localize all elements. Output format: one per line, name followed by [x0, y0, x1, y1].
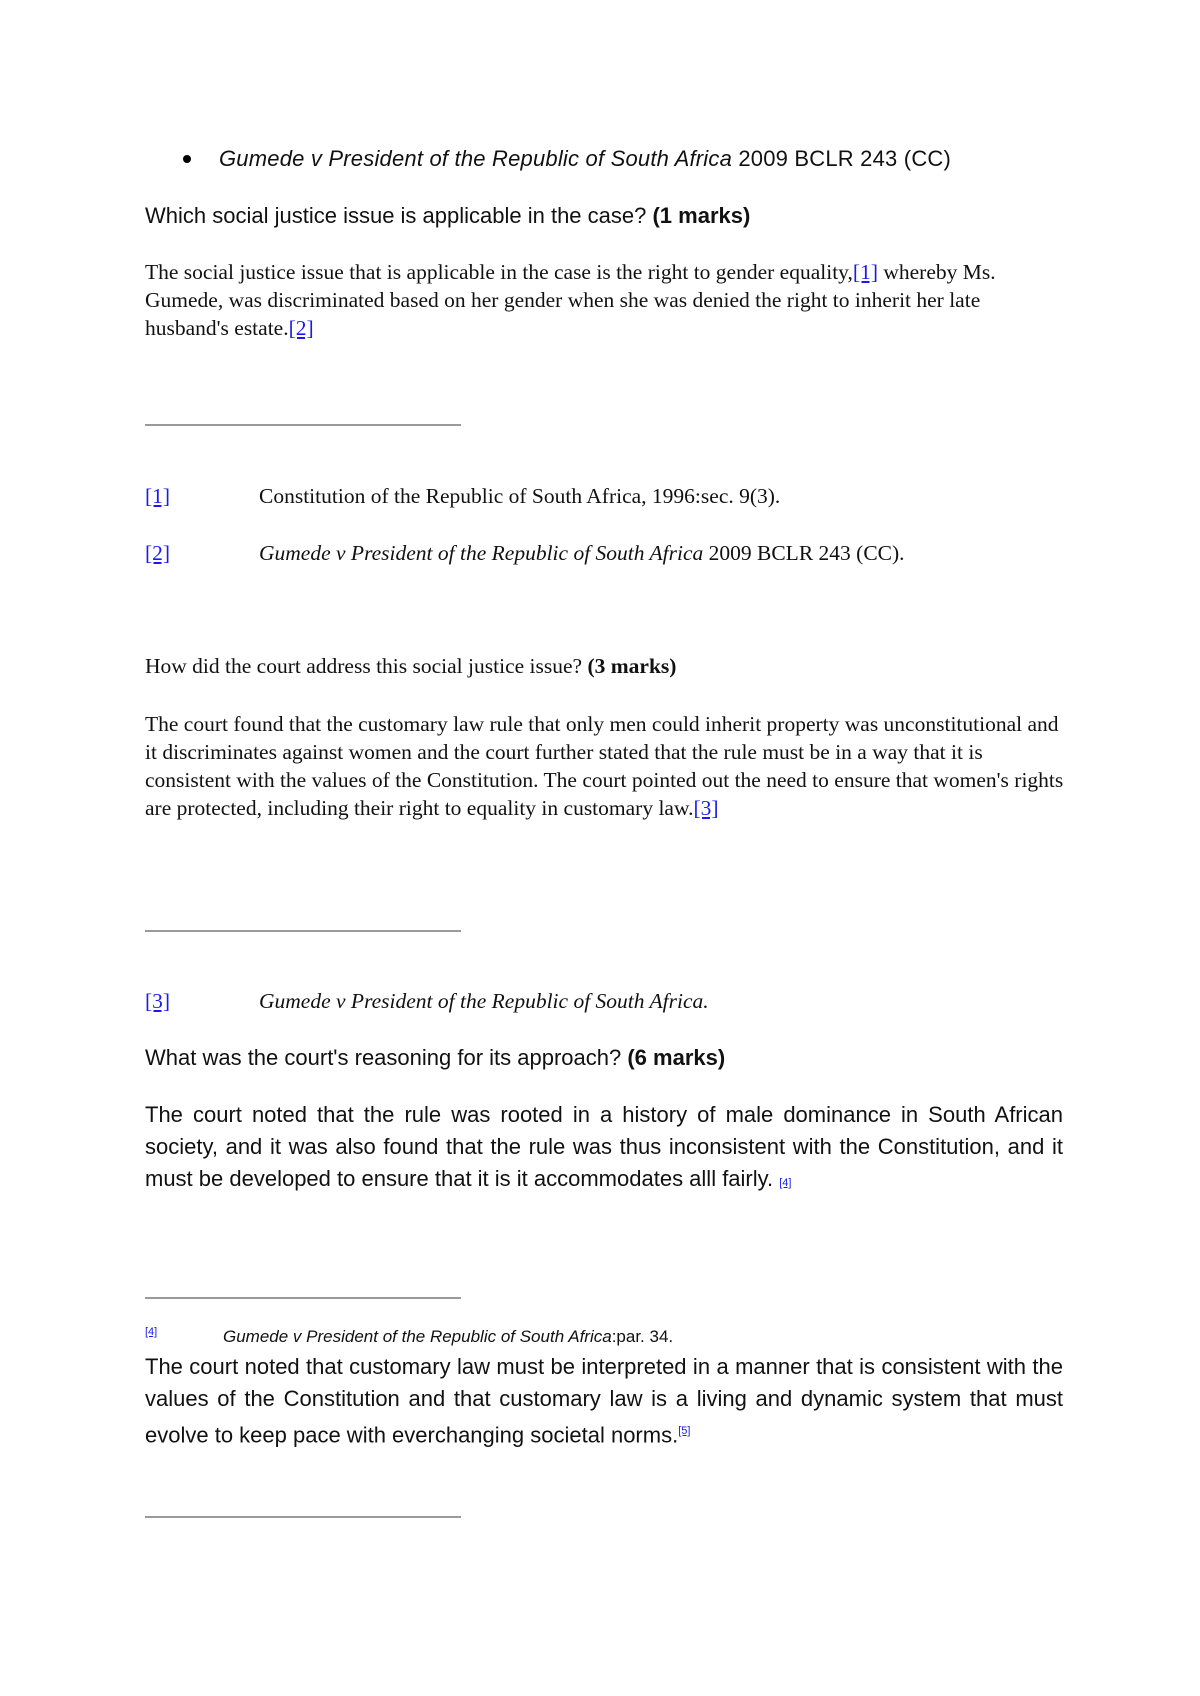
- footnote-ref-2[interactable]: [2]: [288, 316, 314, 340]
- case-citation: 2009 BCLR 243 (CC): [732, 146, 952, 171]
- footnote-ref-5[interactable]: [5]: [678, 1425, 691, 1437]
- footnote-4-number[interactable]: [4]: [145, 1326, 158, 1338]
- footnote-separator-4: [145, 1516, 461, 1518]
- footnote-2-number[interactable]: [2]: [145, 541, 171, 565]
- answer-2: [145, 710, 1065, 822]
- question-2: [145, 654, 676, 679]
- answer-3: [145, 1099, 1063, 1199]
- question-2-marks: (3 marks): [587, 654, 677, 678]
- footnote-4-text: Gumede v President of the Republic of South Africa:par. 34.: [223, 1327, 674, 1346]
- answer-4: [145, 1351, 1063, 1451]
- bullet-icon: [183, 155, 191, 163]
- answer-1-part2: whereby Ms. Gumede, was discriminated based on her gender when she was denied the right to inherit her late husband's estate.: [145, 260, 996, 340]
- footnote-3-number[interactable]: [3]: [145, 989, 171, 1013]
- footnote-1-text: Constitution of the Republic of South Africa, 1996:sec. 9(3).: [259, 484, 781, 508]
- footnote-ref-4[interactable]: [4]: [779, 1177, 792, 1189]
- case-name: Gumede v President of the Republic of South Africa: [219, 146, 733, 171]
- footnote-ref-3[interactable]: [3]: [693, 796, 719, 820]
- question-1: [145, 203, 750, 229]
- answer-1: [145, 258, 1065, 342]
- question-3-marks: (6 marks): [627, 1045, 726, 1070]
- question-2-text: How did the court address this social justice issue?: [145, 654, 588, 678]
- question-3-text: What was the court's reasoning for its approach?: [145, 1045, 628, 1070]
- footnote-ref-1[interactable]: [1]: [852, 260, 878, 284]
- question-3: [145, 1045, 725, 1071]
- answer-3-text: The court noted that the rule was rooted in a history of male dominance in South African society, and it was also found that the rule was thus inconsistent with the Constitution, and it must be developed to ensure that it is it accommodates alll fairly.: [145, 1102, 1063, 1191]
- case-heading: [219, 146, 951, 172]
- answer-4-text: The court noted that customary law must be interpreted in a manner that is consistent with the values of the Constitution and that customary law is a living and dynamic system that must evolve to keep pace with everchanging societal norms.: [145, 1354, 1063, 1448]
- question-1-marks: (1 marks): [652, 203, 751, 228]
- answer-1-part1: The social justice issue that is applicable in the case is the right to gender equality,: [145, 260, 853, 284]
- footnote-2-text: Gumede v President of the Republic of South Africa 2009 BCLR 243 (CC).: [259, 541, 905, 565]
- footnote-separator-2: [145, 930, 461, 932]
- answer-2-text: The court found that the customary law rule that only men could inherit property was unconstitutional and it discriminates against women and the court further stated that the rule must be in a way that it is consistent with the values of the Constitution. The court pointed out the need to ensure that women's rights are protected, including their right to equality in customary law.: [145, 712, 1064, 820]
- question-1-text: Which social justice issue is applicable in the case?: [145, 203, 653, 228]
- footnote-1-number[interactable]: [1]: [145, 484, 171, 508]
- footnote-3-text: Gumede v President of the Republic of South Africa.: [259, 989, 709, 1013]
- footnote-separator-1: [145, 424, 461, 426]
- footnote-separator-3: [145, 1297, 461, 1299]
